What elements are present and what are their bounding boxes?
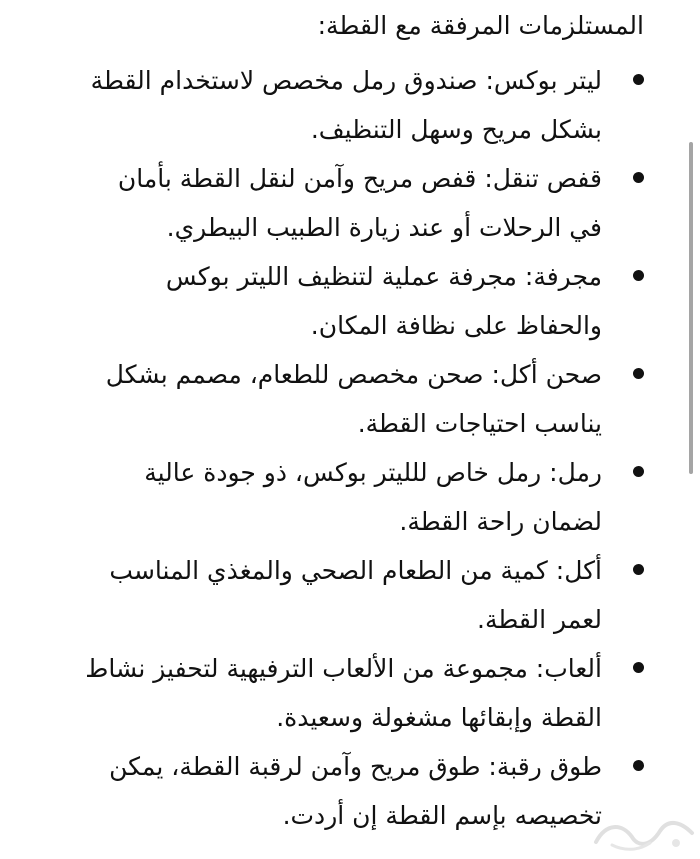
list-item-text: طوق رقبة: طوق مريح وآمن لرقبة القطة، يمكن تخصيصه بإسم القطة إن أردت. (109, 752, 602, 830)
list-item (78, 154, 644, 252)
list-item (78, 742, 644, 840)
list-item-text: ليتر بوكس: صندوق رمل مخصص لاستخدام القطة بشكل مريح وسهل التنظيف. (90, 66, 602, 144)
list-item (78, 252, 644, 350)
site-logo-watermark (588, 813, 700, 855)
list-item-text: مجرفة: مجرفة عملية لتنظيف الليتر بوكس والحفاظ على نظافة المكان. (165, 262, 602, 340)
list-item-text: صحن أكل: صحن مخصص للطعام، مصمم بشكل يناسب احتياجات القطة. (105, 360, 602, 438)
bullet-list (78, 56, 644, 840)
bullet-dot-icon (633, 270, 644, 281)
bullet-dot-icon (633, 466, 644, 477)
list-item-text: قفص تنقل: قفص مريح وآمن لنقل القطة بأمان في الرحلات أو عند زيارة الطبيب البيطري. (117, 164, 602, 242)
list-item (78, 350, 644, 448)
watermark-logo-icon (588, 813, 700, 855)
section-heading: المستلزمات المرفقة مع القطة: (317, 11, 644, 40)
bullet-dot-icon (633, 172, 644, 183)
list-item (78, 546, 644, 644)
bullet-dot-icon (633, 662, 644, 673)
bullet-dot-icon (633, 564, 644, 575)
list-item (78, 448, 644, 546)
list-item-text: رمل: رمل خاص للليتر بوكس، ذو جودة عالية لضمان راحة القطة. (144, 458, 602, 536)
list-item (78, 56, 644, 154)
list-item (78, 644, 644, 742)
list-item-text: ألعاب: مجموعة من الألعاب الترفيهية لتحفيز نشاط القطة وإبقائها مشغولة وسعيدة. (85, 654, 602, 732)
bullet-dot-icon (633, 760, 644, 771)
vertical-scrollbar[interactable] (689, 142, 693, 474)
bullet-dot-icon (633, 74, 644, 85)
list-item-text: أكل: كمية من الطعام الصحي والمغذي المناسب لعمر القطة. (109, 556, 602, 634)
bullet-dot-icon (633, 368, 644, 379)
